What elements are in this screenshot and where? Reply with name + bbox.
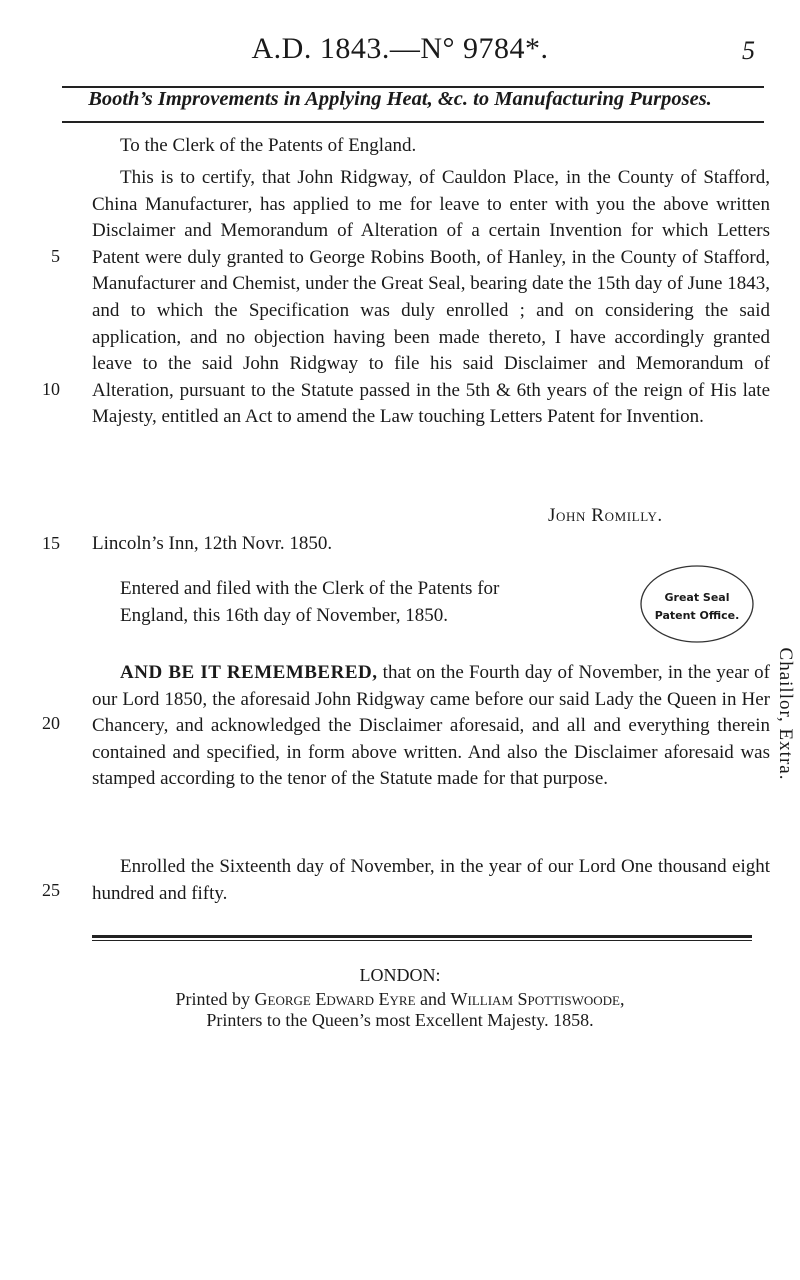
imprint-pre: Printed by xyxy=(175,989,255,1009)
seal-line-2: Patent Office. xyxy=(654,609,740,622)
seal-stamp xyxy=(638,563,756,645)
imprint-printers xyxy=(0,988,800,1010)
certificate-paragraph: This is to certify, that John Ridgway, of Cauldon Place, in the County of Stafford, China Manufacturer, has applied to me for leave to enter with you the above written Disclaimer and Memorandum of Alteration of a certain Invention for which Letters Patent were duly granted to George Robins Booth, of Hanley, in the County of Stafford, Manufacturer and Chemist, under the Great Seal, bearing date the 15th day of June 1843, and to which the Specification was duly enrolled ; and on considering the said application, and no objection having been made thereto, I have accordingly granted leave to the said John Ridgway to file his said Disclaimer and Memorandum of Alteration, pursuant to the Statute passed in the 5th & 6th years of the reign of His late Majesty, entitled an Act to amend the Law touching Letters Patent for Invention. xyxy=(92,167,770,428)
line-number: 20 xyxy=(42,713,60,733)
side-note-text: Chaillor, Extra. xyxy=(775,647,796,781)
side-note xyxy=(772,644,798,784)
footer-rule-thick xyxy=(92,935,752,938)
place-date: Lincoln’s Inn, 12th Novr. 1850. xyxy=(92,533,333,554)
printer-1: George Edward Eyre xyxy=(254,989,416,1009)
entered-filed-note: Entered and filed with the Clerk of the Patents for England, this 16th day of November, 1850. xyxy=(120,578,500,626)
header-rule-bottom xyxy=(62,121,764,123)
remembered-paragraph xyxy=(92,660,770,793)
running-title: Booth’s Improvements in Applying Heat, &c. to Manufacturing Purposes. xyxy=(88,88,712,110)
line-number: 25 xyxy=(42,880,60,900)
remembered-text: that on the Fourth day of November, in the year of our Lord 1850, the aforesaid John Ridgway came before our said Lady the Queen in Her Chancery, and acknowledged the Disclaimer aforesaid, and all and everything therein contained and specified, in form above written. And also the Disclaimer aforesaid was stamped according to the tenor of the Statute made for that purpose. xyxy=(92,662,770,790)
imprint-and: and xyxy=(415,989,451,1009)
seal-outline-icon xyxy=(638,563,756,645)
imprint-printers-role: Printers to the Queen’s most Excellent Majesty. 1858. xyxy=(206,1010,594,1030)
page-header-title: A.D. 1843.—N° 9784*. xyxy=(251,32,549,65)
line-number: 10 xyxy=(42,379,60,399)
enrolled-paragraph: Enrolled the Sixteenth day of November, in the year of our Lord One thousand eight hundred and fifty. xyxy=(92,856,770,904)
line-number: 5 xyxy=(51,246,60,266)
imprint-city: LONDON: xyxy=(359,965,441,985)
remembered-lead: AND BE IT REMEMBERED, xyxy=(120,662,378,683)
printer-2: William Spottiswoode, xyxy=(450,989,625,1009)
seal-line-1: Great Seal xyxy=(664,591,730,604)
page-number: 5 xyxy=(742,36,755,65)
line-number: 15 xyxy=(42,533,60,553)
footer-rule-thin xyxy=(92,940,752,941)
signature: John Romilly. xyxy=(548,505,663,526)
addressee-line: To the Clerk of the Patents of England. xyxy=(120,135,417,156)
